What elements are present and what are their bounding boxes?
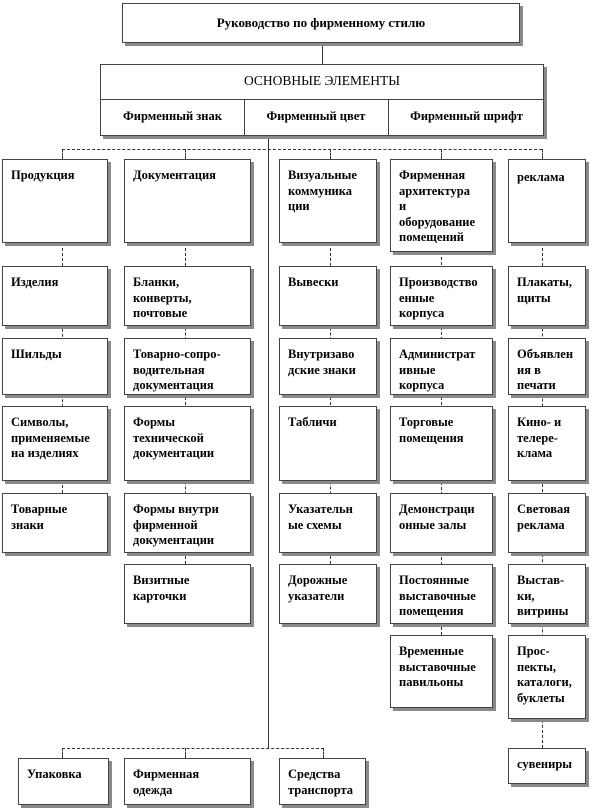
connector-col1-drop [62,149,63,159]
bottom-label-3: Средства транспорта [288,767,354,797]
col4-box-2 [390,266,493,326]
col1-box-5 [2,493,108,553]
col4-box-7 [390,635,493,708]
col5-label-6: Выстав- ки, витрины [517,573,569,618]
col5-box-8 [508,748,586,784]
connector-top-bus [62,149,542,150]
col4-box-1 [390,159,493,252]
col2-box-3 [124,338,251,395]
col2-box-4 [124,406,251,481]
col3-box-1 [279,159,377,243]
bottom-box-1 [18,758,109,805]
style-guide-title-box [122,3,520,43]
col1-label-3: Шильды [11,347,62,361]
col5-box-3 [508,338,586,395]
connector-col4-drop [441,149,442,159]
connector-main-trunk [268,136,269,748]
bottom-label-1: Упаковка [27,767,82,781]
col5-label-5: Световая реклама [517,502,571,532]
col1-box-4 [2,406,108,481]
bottom-box-3 [279,758,366,805]
col2-box-6 [124,564,251,624]
main-element-sign: Фирменный знак [123,109,222,123]
col4-label-4: Торговые помещения [399,415,464,445]
col1-box-2 [2,266,108,326]
col4-box-6 [390,564,493,624]
col5-box-2 [508,266,586,326]
col5-box-5 [508,493,586,553]
style-guide-title: Руководство по фирменному стилю [216,15,426,30]
col1-label-2: Изделия [11,275,59,289]
col3-label-1: Визуальные коммуника ции [288,168,357,213]
connector-col2-drop [185,149,186,159]
col3-label-4: Табличи [288,415,337,429]
col2-label-4: Формы технической документации [133,415,215,460]
bottom-label-2: Фирменная одежда [133,767,200,797]
col3-box-3 [279,338,377,395]
main-element-font: Фирменный шрифт [410,109,523,123]
bottom-box-2 [124,758,251,805]
col1-label-1: Продукция [11,168,75,182]
main-elements-header: ОСНОВНЫЕ ЭЛЕМЕНТЫ [243,73,401,88]
col3-box-4 [279,406,377,481]
col1-label-4: Символы, применяемые на изделиях [11,415,90,460]
connector-bottom2-drop [185,748,186,758]
col2-label-2: Бланки, конверты, почтовые [133,275,192,320]
col5-label-4: Кино- и телере- клама [517,415,562,460]
connector-bottom-bus [62,748,324,749]
main-elements-divider [101,99,543,100]
col4-label-3: Администрат ивные корпуса [399,347,476,392]
col1-box-3 [2,338,108,395]
connector-bottom1-drop [62,748,63,758]
col5-box-6 [508,564,586,624]
col5-label-7: Прос- пекты, каталоги, буклеты [517,644,572,705]
col5-label-3: Объявлен ия в печати [517,347,574,392]
col5-box-1 [508,159,586,243]
col4-label-6: Постоянные выставочные помещения [399,573,476,618]
col3-box-6 [279,564,377,624]
col2-box-1 [124,159,251,243]
col5-box-7 [508,635,586,719]
col4-label-1: Фирменная архитектура и оборудование помещений [399,168,476,244]
col4-box-5 [390,493,493,553]
col4-label-2: Производство енные корпуса [399,275,478,320]
col4-label-5: Демонстраци онные залы [399,502,475,532]
col2-label-5: Формы внутри фирменной документации [133,502,219,547]
col4-box-3 [390,338,493,395]
col3-label-5: Указательн ые схемы [288,502,353,532]
col3-label-6: Дорожные указатели [288,573,348,603]
col4-box-4 [390,406,493,481]
col5-box-4 [508,406,586,481]
col2-box-5 [124,493,251,553]
col1-label-5: Товарные знаки [11,502,68,532]
col3-label-2: Вывески [288,275,339,289]
main-elements-box [100,64,544,136]
col2-label-6: Визитные карточки [133,573,190,603]
connector-title-main [322,43,323,64]
main-element-color: Фирменный цвет [266,109,366,123]
connector-col5-drop [542,149,543,159]
col3-box-5 [279,493,377,553]
connector-col3-drop [330,149,331,159]
col1-box-1 [2,159,108,243]
col2-label-3: Товарно-сопро- водительная документация [133,347,221,392]
col3-label-3: Внутризаво дские знаки [288,347,356,377]
col2-box-2 [124,266,251,326]
col5-label-8: сувениры [517,757,573,771]
col3-box-2 [279,266,377,326]
col5-label-1: реклама [517,170,565,184]
connector-bottom3-drop [323,748,324,758]
col2-label-1: Документация [133,168,216,182]
col5-label-2: Плакаты, щиты [517,275,572,305]
col4-label-7: Временные выставочные павильоны [399,644,476,689]
